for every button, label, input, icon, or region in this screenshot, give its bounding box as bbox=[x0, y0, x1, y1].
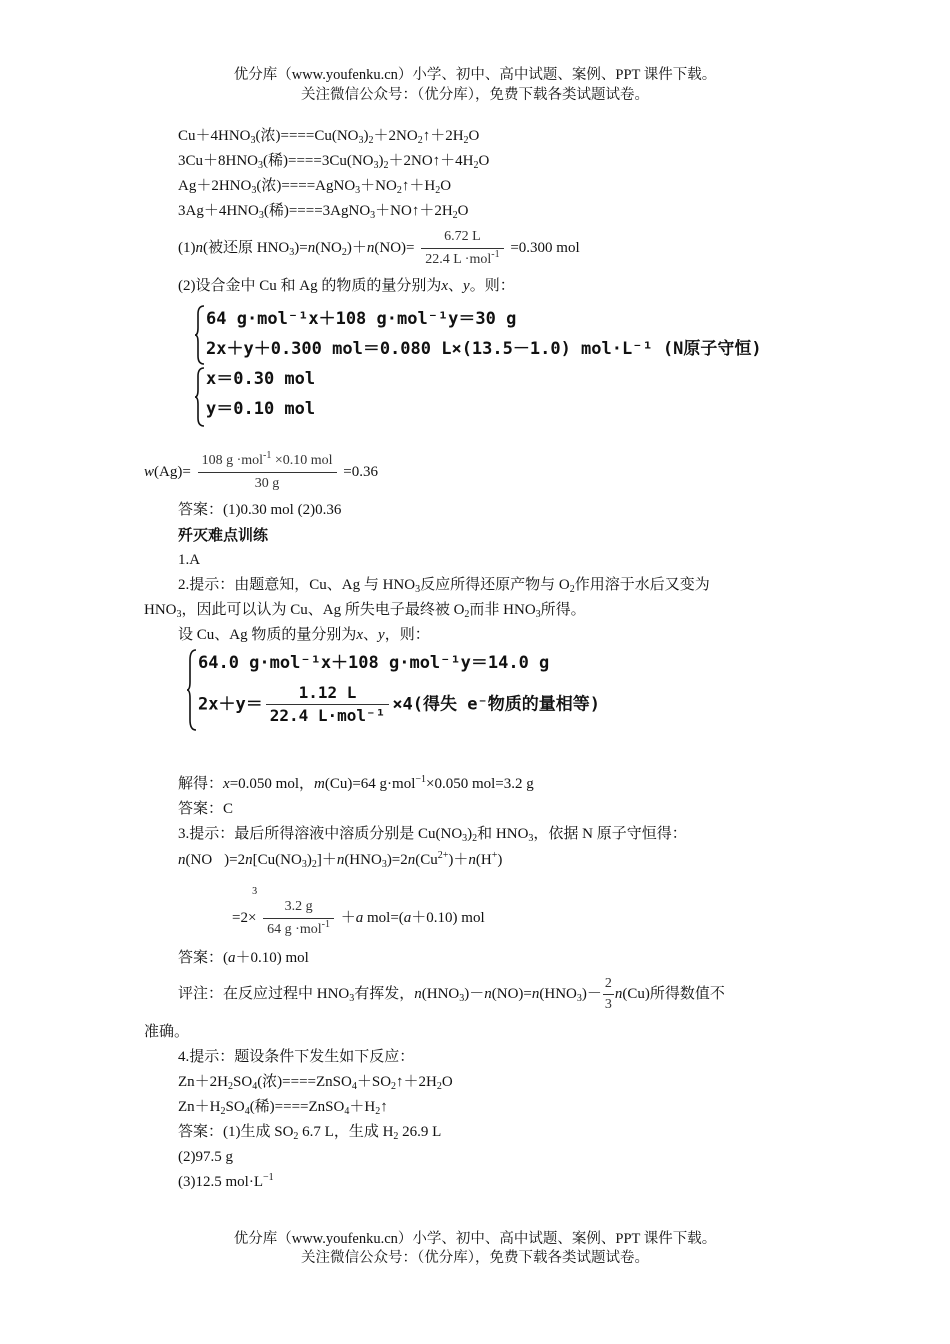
answer-q4-2: (2)97.5 g bbox=[178, 1149, 233, 1165]
system-2-line-1: 64.0 g·mol⁻¹x＋108 g·mol⁻¹y＝14.0 g bbox=[198, 653, 550, 673]
fraction: $\frac{3.2 g}{64 g \cdot mol^{-1}}$ bbox=[263, 898, 334, 939]
mass-fraction-ag: w(Ag)= $\frac{108 g \cdot mol^{-1} \times 0.10 mol}{30 g}$ =0.36 bbox=[144, 450, 379, 492]
equation-q4-2: $Zn+H_2SO_4$(稀)$====ZnSO_4+H_2↑$ bbox=[178, 1099, 388, 1117]
system-1-line-2: 2x＋y＋0.300 mol＝0.080 L×(13.5－1.0) mol·L⁻¹ (N原子守恒) bbox=[206, 339, 762, 359]
equation-4: $3Ag+4HNO_3$(稀)$====3AgNO_3+NO↑+2H_2O$ bbox=[178, 203, 469, 221]
left-brace-icon bbox=[194, 304, 206, 366]
comment: 评注：在反应过程中 $HNO_3$有挥发，$n(HNO_3)-n(NO)=n(HNO_3)-$ $\frac{2}{3}$ n(Cu)所得数值不 bbox=[178, 976, 725, 1013]
page-footer-line1: 优分库（www.youfenku.cn）小学、初中、高中试题、案例、PPT 课件下载。 bbox=[233, 1231, 717, 1247]
equation-system-1 bbox=[194, 304, 834, 366]
hint-q3-line-2: n(NO 3 )$=2n[Cu(NO_3)_2]+n(HNO_3)=2n(Cu^{2+})+n(H^+)$ bbox=[178, 850, 503, 897]
fraction: $\frac{1.12 L}{\text{22.4 L·mol⁻¹}}$ bbox=[266, 684, 390, 725]
hint-q2-line-3: 设 Cu、Ag 物质的量分别为x、y，则： bbox=[178, 627, 430, 643]
system-2-line-2: 2x＋y＝ $\frac{1.12 L}{\text{22.4 L·mol⁻¹}}$ ×4(得失 e⁻物质的量相等) bbox=[198, 683, 600, 725]
hint-q2-line-2: $HNO_3$，因此可以认为 Cu、Ag 所失电子最终被 $O_2$而非 $HNO_3$所得。 bbox=[144, 602, 586, 620]
answer-part-2-intro: (2)设合金中 Cu 和 Ag 的物质的量分别为x、y。则： bbox=[178, 278, 515, 294]
answer-q1: 1.A bbox=[178, 552, 201, 568]
equation-q4-1: $Zn+2H_2SO_4$(浓)$====ZnSO_4+SO_2↑+2H_2O$ bbox=[178, 1074, 453, 1092]
equation-system-1-solution bbox=[194, 366, 494, 428]
hint-q2-line-1: 2.提示：由题意知，Cu、Ag 与 $HNO_3$反应所得还原产物与 $O_2$作用溶于水后又变为 bbox=[178, 577, 710, 595]
fraction: $\frac{2}{3}$ bbox=[604, 976, 612, 1013]
fraction: $\frac{6.72 L}{22.4 L \cdot mol^{-1}}$ bbox=[421, 228, 503, 269]
fraction: $\frac{108 g \cdot mol^{-1} \times 0.10 mol}{30 g}$ bbox=[198, 452, 337, 493]
left-brace-icon bbox=[186, 648, 198, 732]
page-header-line1: 优分库（www.youfenku.cn）小学、初中、高中试题、案例、PPT 课件下载。 bbox=[233, 67, 717, 83]
system-1-line-1: 64 g·mol⁻¹x＋108 g·mol⁻¹y＝30 g bbox=[206, 309, 517, 329]
solve-result: 解得：x=0.050 mol，m(Cu)=64 g·mol$^{-1}$×0.050 mol=3.2 g bbox=[178, 774, 534, 792]
hint-q4: 4.提示：题设条件下发生如下反应： bbox=[178, 1049, 415, 1065]
answer-part-1: (1)n(被还原 $HNO_3)=n(NO_2)+n(NO)=$ $\frac{6.72 L}{22.4 L \cdot mol^{-1}}$ =0.300 mol bbox=[178, 229, 580, 268]
solution-x: x＝0.30 mol bbox=[206, 369, 316, 389]
page-footer-line2: 关注微信公众号：（优分库），免费下载各类试题试卷。 bbox=[301, 1250, 649, 1266]
answer-q4-3: (3)12.5 $mol\cdot L^{-1}$ bbox=[178, 1172, 274, 1190]
equation-system-2 bbox=[186, 648, 706, 732]
page-header-line2: 关注微信公众号：（优分库），免费下载各类试题试卷。 bbox=[301, 87, 649, 103]
section-title: 歼灭难点训练 bbox=[178, 526, 269, 544]
hint-q3-line-1: 3.提示：最后所得溶液中溶质分别是 $Cu(NO_3)_2$和 $HNO_3$，依据 N 原子守恒得： bbox=[178, 826, 687, 844]
comment-continued: 准确。 bbox=[144, 1024, 190, 1040]
hint-q3-line-3: =2× $\frac{3.2 g}{64 g \cdot mol^{-1}}$ ＋a mol=(a＋0.10) mol bbox=[232, 899, 485, 938]
equation-3: $Ag+2HNO_3$(浓)$====AgNO_3+NO_2↑+H_2O$ bbox=[178, 178, 452, 196]
answer-q2: 答案：C bbox=[178, 801, 234, 817]
solution-y: y＝0.10 mol bbox=[206, 399, 316, 419]
answer-q4-1: 答案：(1)生成 $SO_2$ 6.7 L，生成 $H_2$ 26.9 L bbox=[178, 1124, 442, 1142]
equation-1: $Cu+4HNO_3$(浓)$====Cu(NO_3)_2+2NO_2↑+2H_2O$ bbox=[178, 128, 480, 146]
equation-2: $3Cu+8HNO_3$(稀)$====3Cu(NO_3)_2+2NO↑+4H_2O$ bbox=[178, 153, 490, 171]
answer-q3: 答案：(a＋0.10) mol bbox=[178, 950, 309, 966]
left-brace-icon bbox=[194, 366, 206, 428]
answer-1: 答案：(1)0.30 mol (2)0.36 bbox=[178, 502, 342, 518]
